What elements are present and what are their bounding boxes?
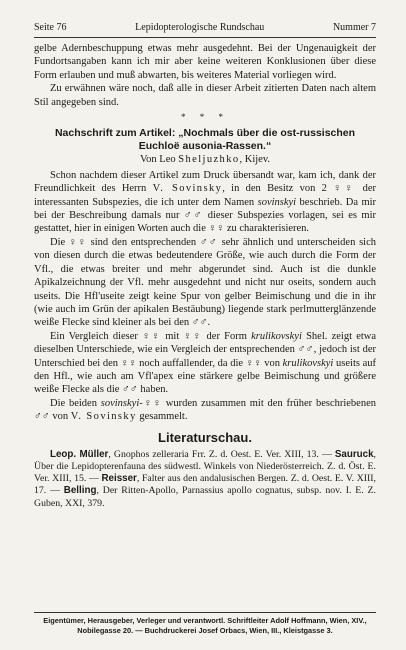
lit-entry: , Falter aus den andalusischen Bergen. Z. d. Oest. E. V. XIII, 17. — [34, 473, 377, 497]
journal-title: Lepidopterologische Rundschau [135, 22, 265, 33]
header-rule [34, 37, 376, 38]
taxon-name: krulikovskyi [251, 330, 302, 342]
literature-list [34, 449, 376, 510]
text-run: Schon nachdem dieser Artikel zum Druck übersandt war, kam ich, dank der Freundlichkeit des Herrn [34, 169, 376, 195]
person-name: V. Sovinsky [70, 411, 137, 423]
text-run: Shel. zeigt etwa dieselben Unterschiede, wie ein Vergleich der entsprechenden ♂♂, jedoch ist der Unterschied bei den ♀♀ noch auffallender, da die ♀♀ von [34, 330, 377, 369]
text-run: -♀♀ wurden zusammen mit den früher beschriebenen ♂♂ von [34, 397, 376, 423]
page-number: Seite 76 [34, 22, 67, 33]
lit-author: Reisser [101, 473, 137, 485]
taxon-name: krulikovskyi [282, 357, 334, 369]
text-run: beschrieb. Da mir bei der Beschreibung damals nur ♂♂ dieser Subspezies vorlagen, sei es mir gestattet, hier in einigen Worten auch die ♀♀ zu charakterisieren. [34, 196, 377, 235]
article-paragraph-4 [34, 397, 376, 424]
text-run: Die beiden [50, 397, 97, 409]
lit-entry: , Der Ritten-Apollo, Parnassius apollo cognatus, subsp. nov. I. E. Z. Guben, XXI, 379. [34, 485, 376, 509]
article-paragraph-3 [34, 330, 376, 397]
author-prefix: Von Leo [139, 154, 176, 166]
article-paragraph-2: Die ♀♀ sind den entsprechenden ♂♂ sehr ähnlich und unterscheiden sich von diesen durch die etwas bedeutendere Größe, wie auch durch die Form der Vfl., die etwas breiter und mehr abgerundet sind. Auch ist die dunkle Apikalzeichnung der Vfl. mehr ausgedehnt und nicht nur oseits, sondern auch useits. Die Hfl'useite zeigt keine Spur von gelber Beimischung und die in ihr (wie auch im Grün der apikalen Bestäubung) liegende stark perlmutterglänzende weiße Flecke sind kleiner als bei den ♂♂. [34, 236, 376, 329]
running-header [34, 22, 376, 34]
lit-entry: , Über die Lepidopterenfauna des südwestl. Winkels von Niederösterreich. Z. d. Öst. E. Ver. XIII, 15. — [34, 448, 376, 485]
taxon-name: sovinskyi [257, 196, 297, 208]
lit-author: Leop. Müller [50, 448, 109, 460]
text-run: , in den Besitz von 2 ♀♀ der interessanten Subspezies, die ich unter dem Namen [34, 183, 376, 208]
section-separator: * * * [181, 112, 229, 123]
text-run: gesammelt. [139, 411, 188, 423]
author-name: Sheljuzhko [178, 154, 240, 166]
issue-number: Nummer 7 [332, 22, 376, 33]
person-name: V. Sovinsky [152, 183, 223, 195]
article-author [34, 153, 376, 166]
text-run: useits auf den Hfl., wie auch am Vfl'apex eine stärkere gelbe Beimischung und größere weiße Flecke als die ♂♂ haben. [34, 357, 377, 396]
text-run: Ein Vergleich dieser ♀♀ mit ♀♀ der Form [50, 330, 247, 342]
literature-heading: Literaturschau. [158, 429, 252, 445]
lit-author: Belling [63, 485, 97, 497]
lit-author: Sauruck [334, 448, 374, 460]
page-body [34, 42, 376, 510]
paragraph-continued: gelbe Adernbeschuppung etwas mehr ausgedehnt. Bei der Ungenauigkeit der Fundortsangaben kann ich mir aber keine weiteren Konklusionen über diese Form erlauben und muß abwarten, bis weiteres Material vorliegen wird. [34, 43, 376, 81]
lit-entry: , Gnophos zelleraria Frr. Z. d. Oest. E. Ver. XIII, 13. — [108, 448, 332, 460]
paragraph-dates-note: Zu erwähnen wäre noch, daß alle in dieser Arbeit zitierten Daten nach altem Stil angegeben sind. [34, 83, 376, 108]
article-paragraph-1 [34, 169, 376, 236]
article-title: Nachschrift zum Artikel: „Nochmals über die ost-russischen Euchloë ausonia-Rassen.“ [54, 127, 356, 153]
author-suffix: , Kijev. [239, 154, 271, 166]
imprint-footer: Eigentümer, Herausgeber, Verleger und verantwortl. Schriftleiter Adolf Hoffmann, Wien, XIV., Nobilegasse 20. — Buchdruckerei Josef Orbacs, Wien, III., Kleistgasse 3. [34, 612, 376, 636]
taxon-name: sovinskyi [100, 397, 140, 409]
